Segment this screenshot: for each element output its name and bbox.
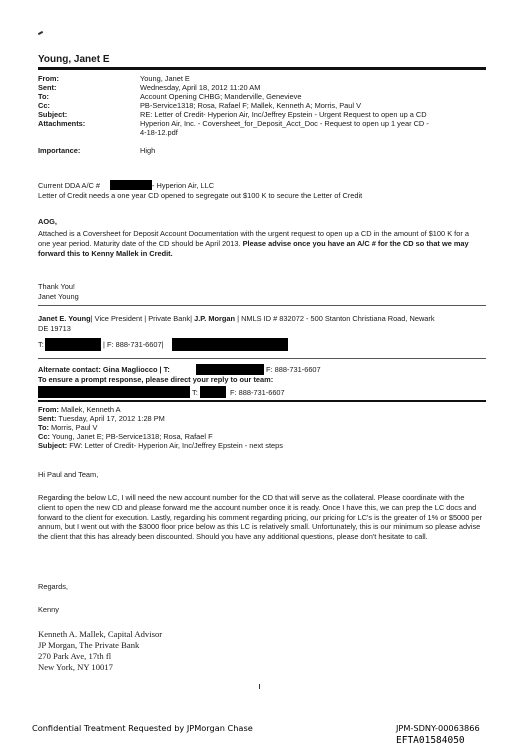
fwd-paragraph: Regarding the below LC, I will need the new account number for the CD that will serve as the collateral. Please coordinate with the client to open the new CD and please forward me the account number once it is ready. Once I have this, we can prep the LC docs and forward to the client for execution. Lastly, regarding his comment regarding pricing, our pricing for LC's is the greater of 1% or $5000 per annum, but I went out with the $3000 floor price below as this LC is relatively small. Unfortunately, this is our minimum so please advise the client that this has already been discounted. Should you have any additional questions, please don't hesitate to call. bbox=[38, 493, 483, 542]
attachments-label: Attachments: bbox=[38, 119, 86, 128]
mallek-sig-line-1: Kenneth A. Mallek, Capital Advisor bbox=[38, 629, 163, 639]
sig-phone-label: T: bbox=[38, 340, 44, 349]
sent-label: Sent: bbox=[38, 83, 57, 92]
thanks-text: Thank You! bbox=[38, 282, 75, 291]
sig-name-bold: Janet E. Young bbox=[38, 314, 91, 323]
dda-suffix: - Hyperion Air, LLC bbox=[152, 181, 215, 190]
attached-request-bold: Please advise once you have an A/C # for the CD so that we may forward this to Kenny Mallek in Credit. bbox=[38, 238, 469, 258]
bates-efta: EFTA01584050 bbox=[396, 735, 465, 746]
importance-label: Importance: bbox=[38, 146, 81, 155]
team-phone-label: T: bbox=[192, 388, 198, 397]
sig-title: | Vice President | Private Bank| bbox=[90, 314, 195, 323]
header-rule bbox=[38, 67, 486, 70]
fwd-cc-value: Young, Janet E; PB-Service1318; Rosa, Rafael F bbox=[51, 432, 213, 441]
confidential-footer: Confidential Treatment Requested by JPMorgan Chase bbox=[32, 723, 253, 733]
fwd-subject-label: Subject: bbox=[38, 441, 68, 450]
prompt-response-text: To ensure a prompt response, please direct your reply to our team: bbox=[38, 375, 274, 384]
fwd-sent bbox=[38, 414, 165, 423]
fwd-sent-value: Tuesday, April 17, 2012 1:28 PM bbox=[58, 414, 165, 423]
attached-text: Attached is a Coversheet for Deposit Account Documentation with the urgent request to open up a CD in the amount of $100 K for a one year period. Maturity date of the CD should be April 2013. bbox=[38, 229, 469, 248]
dda-prefix: Current DDA A/C # bbox=[38, 181, 101, 190]
fwd-subject-value: FW: Letter of Credit- Hyperion Air, Inc/Jeffrey Epstein - next steps bbox=[69, 441, 283, 450]
loc-line: Letter of Credit needs a one year CD opened to segregate out $100 K to secure the Letter of Credit bbox=[38, 191, 363, 200]
cc-value: PB-Service1318; Rosa, Rafael F; Mallek, Kenneth A; Morris, Paul V bbox=[140, 101, 361, 110]
page-mark bbox=[259, 684, 260, 689]
importance-value: High bbox=[140, 146, 156, 155]
sender-name: Young, Janet E bbox=[38, 54, 110, 65]
fwd-to-value: Morris, Paul V bbox=[51, 423, 98, 432]
attachments-value-cont[interactable]: 4-18-12.pdf bbox=[140, 128, 178, 137]
fwd-regards: Regards, bbox=[38, 582, 68, 591]
fwd-kenny: Kenny bbox=[38, 605, 59, 614]
aog-heading: AOG, bbox=[38, 217, 57, 226]
signature-line-2: DE 19713 bbox=[38, 324, 71, 333]
fwd-from-label: From: bbox=[38, 405, 59, 414]
attached-paragraph bbox=[38, 229, 478, 258]
redaction-bar bbox=[196, 364, 264, 375]
sig-fax: | F: 888-731-6607| bbox=[103, 340, 164, 349]
fwd-cc bbox=[38, 432, 213, 441]
team-fax: F: 888-731-6607 bbox=[230, 388, 285, 397]
signature-divider bbox=[38, 305, 486, 306]
fwd-from bbox=[38, 405, 121, 414]
to-value: Account Opening CHBG; Manderville, Genevieve bbox=[140, 92, 302, 101]
alt-contact-fax: F: 888-731-6607 bbox=[266, 365, 321, 374]
subject-label: Subject: bbox=[38, 110, 68, 119]
redaction-bar bbox=[45, 338, 101, 351]
from-value: Young, Janet E bbox=[140, 74, 190, 83]
fwd-subject bbox=[38, 441, 283, 450]
fwd-to-label: To: bbox=[38, 423, 49, 432]
fwd-from-value: Mallek, Kenneth A bbox=[61, 405, 121, 414]
mallek-sig-line-4: New York, NY 10017 bbox=[38, 662, 113, 672]
sender-first-name: Janet Young bbox=[38, 292, 79, 301]
to-label: To: bbox=[38, 92, 49, 101]
attachments-value[interactable]: Hyperion Air, Inc. - Coversheet_for_Deposit_Acct_Doc - Request to open up 1 year CD - bbox=[140, 119, 429, 128]
signature-line-1 bbox=[38, 314, 435, 323]
redaction-bar bbox=[110, 180, 152, 190]
sig-company-bold: J.P. Morgan bbox=[194, 314, 236, 323]
cc-label: Cc: bbox=[38, 101, 50, 110]
fwd-cc-label: Cc: bbox=[38, 432, 50, 441]
bates-jpm: JPM-SDNY-00063866 bbox=[396, 723, 480, 733]
mallek-sig-line-2: JP Morgan, The Private Bank bbox=[38, 640, 140, 650]
fwd-greeting: Hi Paul and Team, bbox=[38, 470, 99, 479]
sent-value: Wednesday, April 18, 2012 11:20 AM bbox=[140, 83, 261, 92]
subject-value: RE: Letter of Credit- Hyperion Air, Inc/Jeffrey Epstein - Urgent Request to open up a CD bbox=[140, 110, 427, 119]
alt-contact-divider bbox=[38, 358, 486, 359]
forwarded-divider bbox=[38, 400, 486, 402]
mallek-sig-line-3: 270 Park Ave, 17th fl bbox=[38, 651, 112, 661]
fwd-to bbox=[38, 423, 97, 432]
sig-address: | NMLS ID # 832072 - 500 Stanton Christiana Road, Newark bbox=[235, 314, 435, 323]
scan-mark bbox=[38, 31, 43, 35]
redaction-bar bbox=[38, 386, 190, 398]
redaction-bar bbox=[172, 338, 288, 351]
from-label: From: bbox=[38, 74, 59, 83]
fwd-sent-label: Sent: bbox=[38, 414, 57, 423]
alt-contact-label: Alternate contact: Gina Magliocco | T: bbox=[38, 365, 170, 374]
redaction-bar bbox=[200, 386, 226, 398]
